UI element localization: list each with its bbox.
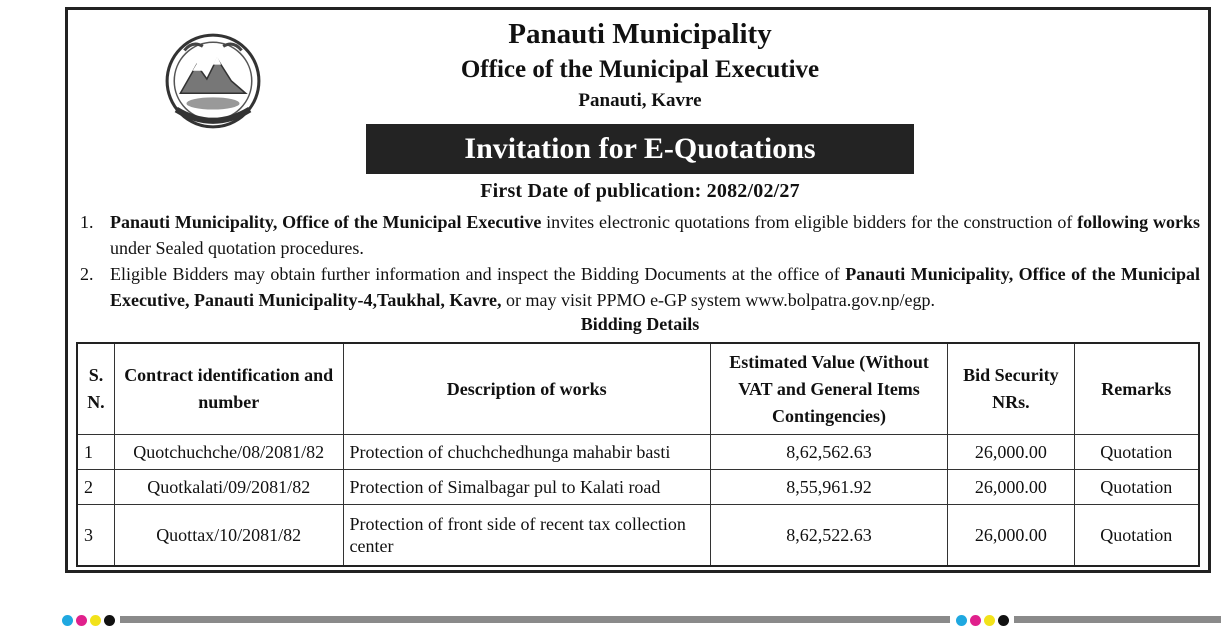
cell-contract-id: Quottax/10/2081/82	[114, 505, 343, 567]
column-header-contract-id: Contract identification and number	[114, 343, 343, 435]
paragraph-number: 2.	[80, 264, 94, 284]
publication-date: First Date of publication: 2082/02/27	[480, 180, 800, 202]
print-registration-strip	[60, 612, 1221, 626]
cell-estimated-value: 8,55,961.92	[710, 470, 947, 505]
bidding-details-title: Bidding Details	[580, 314, 700, 334]
cell-estimated-value: 8,62,562.63	[710, 435, 947, 470]
notice-title: Invitation for E-Quotations	[464, 132, 816, 165]
cyan-dot	[62, 615, 73, 626]
table-header-row	[77, 343, 1199, 435]
notice-title-banner	[366, 124, 914, 174]
cell-sn: 1	[77, 435, 114, 470]
table-row	[77, 505, 1199, 567]
yellow-dot	[90, 615, 101, 626]
cell-bid-security: 26,000.00	[948, 470, 1074, 505]
cell-sn: 3	[77, 505, 114, 567]
cell-description: Protection of chuchchedhunga mahabir basti	[343, 435, 710, 470]
paragraph-2	[80, 261, 1200, 313]
table-row	[77, 470, 1199, 505]
office-name: Office of the Municipal Executive	[460, 56, 820, 83]
cell-remarks: Quotation	[1074, 505, 1199, 567]
cyan-dot	[956, 615, 967, 626]
cell-remarks: Quotation	[1074, 435, 1199, 470]
cell-description: Protection of front side of recent tax collection center	[343, 505, 710, 567]
cell-contract-id: Quotchuchche/08/2081/82	[114, 435, 343, 470]
paragraph-bold: following works	[1077, 212, 1200, 232]
organization-name: Panauti Municipality	[508, 18, 772, 50]
gray-bar	[1014, 616, 1221, 623]
paragraph-bold: Panauti Municipality, Office of the Municipal Executive, Panauti Municipality-4,Taukhal, Kavre,	[110, 264, 1200, 310]
bidding-details-table	[76, 342, 1200, 567]
paragraph-text: or may visit PPMO e-GP system www.bolpatra.gov.np/egp.	[501, 290, 936, 310]
paragraph-text: Eligible Bidders may obtain further information and inspect the Bidding Documents at the office of	[110, 264, 846, 284]
cell-bid-security: 26,000.00	[948, 435, 1074, 470]
paragraph-bold-lead: Panauti Municipality, Office of the Municipal Executive	[110, 212, 542, 232]
magenta-dot	[76, 615, 87, 626]
paragraph-text: invites electronic quotations from eligible bidders for the construction of	[541, 212, 1078, 232]
cell-bid-security: 26,000.00	[948, 505, 1074, 567]
table-row	[77, 435, 1199, 470]
column-header-estimated-value: Estimated Value (Without VAT and General Items Contingencies)	[710, 343, 947, 435]
paragraph-text: under Sealed quotation procedures.	[110, 238, 364, 258]
cell-remarks: Quotation	[1074, 470, 1199, 505]
paragraph-1	[80, 209, 1200, 261]
column-header-bid-security: Bid Security NRs.	[948, 343, 1074, 435]
cell-estimated-value: 8,62,522.63	[710, 505, 947, 567]
paragraph-number: 1.	[80, 212, 94, 232]
gray-bar	[120, 616, 950, 623]
cell-description: Protection of Simalbagar pul to Kalati road	[343, 470, 710, 505]
office-address: Panauti, Kavre	[578, 90, 702, 111]
column-header-description: Description of works	[343, 343, 710, 435]
cell-contract-id: Quotkalati/09/2081/82	[114, 470, 343, 505]
column-header-sn: S. N.	[77, 343, 114, 435]
cell-sn: 2	[77, 470, 114, 505]
column-header-remarks: Remarks	[1074, 343, 1199, 435]
black-dot	[998, 615, 1009, 626]
magenta-dot	[970, 615, 981, 626]
black-dot	[104, 615, 115, 626]
yellow-dot	[984, 615, 995, 626]
